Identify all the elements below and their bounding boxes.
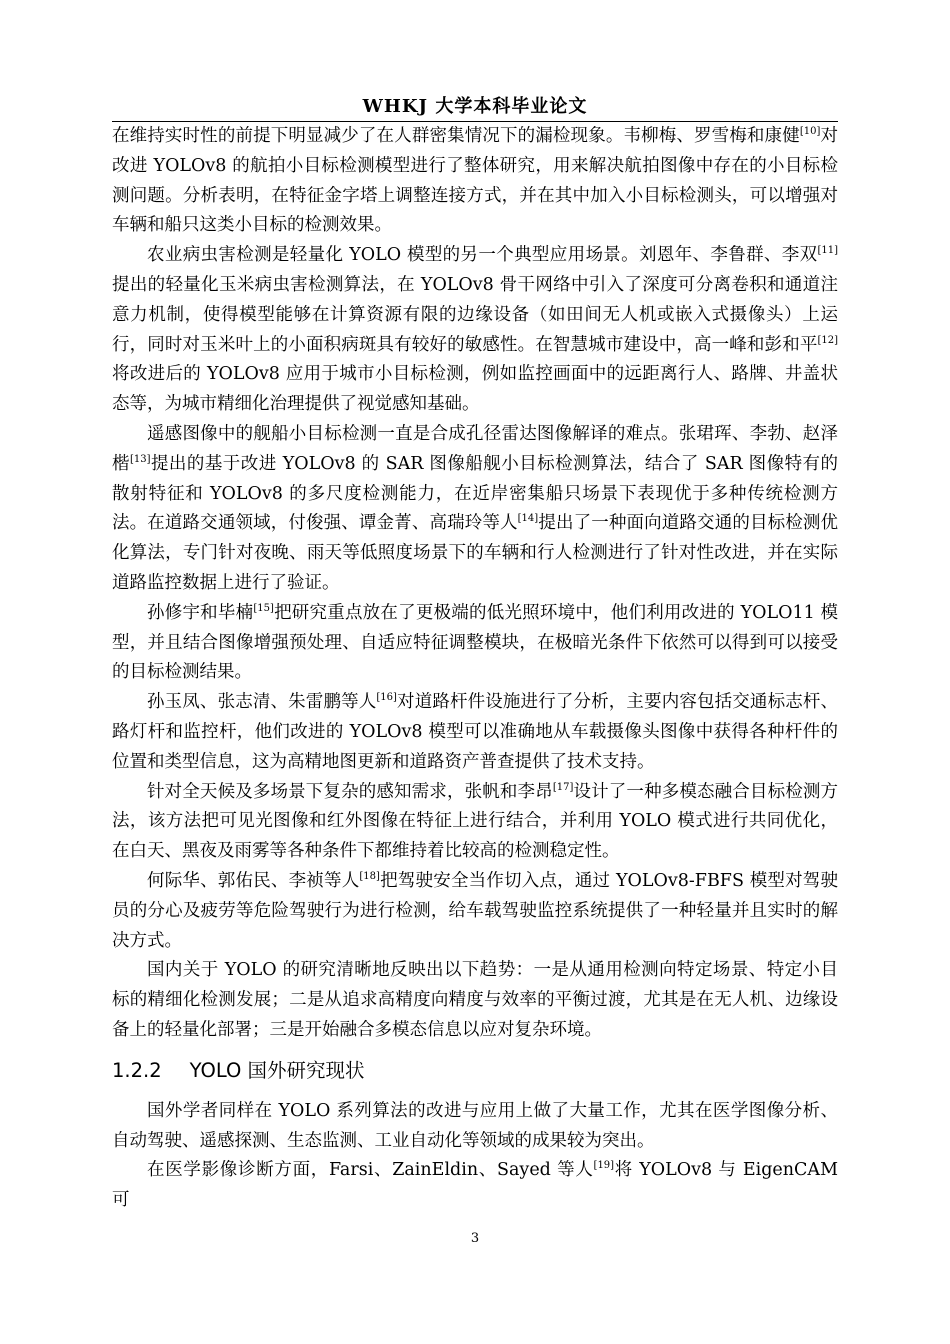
paragraph-text: 对道路杆件设施进行了分析，主要内容包括交通标志杆、路灯杆和监控杆，他们改进的 YOLOv8 模型可以准确地从车载摄像头图像中获得各种杆件的位置和类型信息，这为高精地图更新和道路资产普查提供了技术支持。 — [112, 692, 839, 772]
citation-ref: [16] — [376, 692, 397, 704]
paragraph-text: 国外学者同样在 YOLO 系列算法的改进与应用上做了大量工作，尤其在医学图像分析、自动驾驶、遥感探测、生态监测、工业自动化等领域的成果较为突出。 — [112, 1100, 838, 1151]
body-paragraph — [112, 1097, 838, 1157]
paragraph-text: 孙玉凤、张志清、朱雷鹏等人 — [147, 692, 377, 713]
body-paragraph — [112, 122, 838, 241]
paragraph-text: 提出的轻量化玉米病虫害检测算法，在 YOLOv8 骨干网络中引入了深度可分离卷积和通道注意力机制，使得模型能够在计算资源有限的边缘设备（如田间无人机或嵌入式摄像头）上运行，同时对玉米叶上的小面积病斑具有较好的敏感性。在智慧城市建设中，高一峰和彭和平 — [112, 274, 838, 355]
body-paragraph — [112, 956, 838, 1045]
running-header: WHKJ 大学本科毕业论文 — [362, 96, 588, 117]
body-paragraph — [112, 778, 838, 867]
body-paragraph — [112, 420, 838, 599]
body-paragraph — [112, 599, 838, 688]
paragraph-text: 对改进 YOLOv8 的航拍小目标检测模型进行了整体研究，用来解决航拍图像中存在的小目标检测问题。分析表明，在特征金字塔上调整连接方式，并在其中加入小目标检测头，可以增强对车辆和船只这类小目标的检测效果。 — [112, 126, 839, 236]
body-paragraph — [112, 1156, 838, 1216]
paragraph-text: 遥感图像中的舰船小目标检测一直是合成孔径雷达图像解译的难点。张珺珲、李勃、赵泽楷 — [112, 423, 838, 474]
citation-ref: [17] — [552, 781, 574, 793]
citation-ref: [14] — [517, 513, 539, 525]
paragraph-text: 把研究重点放在了更极端的低光照环境中，他们利用改进的 YOLO11 模型，并且结合图像增强预处理、自适应特征调整模块，在极暗光条件下依然可以得到可以接受的目标检测结果。 — [112, 602, 839, 683]
paragraphs-before-section — [112, 122, 838, 1046]
section-heading — [112, 1053, 838, 1089]
body-paragraph — [112, 867, 838, 956]
section-number: 1.2.2 — [112, 1058, 162, 1082]
citation-ref: [13] — [129, 453, 151, 465]
citation-ref: [12] — [817, 334, 838, 346]
document-body — [112, 122, 838, 1216]
paragraph-text: 针对全天候及多场景下复杂的感知需求，张帆和李昂 — [147, 781, 553, 802]
paragraph-text: 将改进后的 YOLOv8 应用于城市小目标检测，例如监控画面中的远距离行人、路牌、井盖状态等，为城市精细化治理提供了视觉感知基础。 — [112, 364, 838, 415]
paragraph-text: 提出了一种面向道路交通的目标检测优化算法，专门针对夜晚、雨天等低照度场景下的车辆和行人检测进行了针对性改进，并在实际道路监控数据上进行了验证。 — [112, 513, 839, 593]
paragraph-text: 孙修宇和毕楠 — [147, 602, 254, 623]
paragraph-text: 农业病虫害检测是轻量化 YOLO 模型的另一个典型应用场景。刘恩年、李鲁群、李双 — [147, 245, 818, 266]
paragraph-text: 设计了一种多模态融合目标检测方法，该方法把可见光图像和红外图像在特征上进行结合，并利用 YOLO 模式进行共同优化，在白天、黑夜及雨雾等各种条件下都维持着比较高的检测稳定性。 — [112, 781, 839, 862]
paragraph-text: 在维持实时性的前提下明显减少了在人群密集情况下的漏检现象。韦柳梅、罗雪梅和康健 — [112, 126, 800, 146]
citation-ref: [10] — [799, 126, 821, 137]
citation-ref: [19] — [593, 1160, 615, 1172]
citation-ref: [11] — [817, 245, 838, 257]
section-title: YOLO 国外研究现状 — [189, 1058, 365, 1082]
paragraph-text: 何际华、郭佑民、李祯等人 — [147, 870, 360, 891]
paragraph-text: 把驾驶安全当作切入点，通过 YOLOv8-FBFS 模型对驾驶员的分心及疲劳等危险驾驶行为进行检测，给车载驾驶监控系统提供了一种轻量并且实时的解决方式。 — [112, 870, 839, 951]
paragraph-text: 将 YOLOv8 与 EigenCAM 可 — [112, 1160, 838, 1211]
paragraph-text: 提出的基于改进 YOLOv8 的 SAR 图像船舰小目标检测算法，结合了 SAR 图像特有的散射特征和 YOLOv8 的多尺度检测能力，在近岸密集船只场景下表现优于多种传统检测方法。在道路交通领域，付俊强、谭金菁、高瑞玲等人 — [112, 453, 839, 534]
paragraphs-after-section — [112, 1097, 838, 1216]
page-number: 3 — [470, 1231, 480, 1246]
body-paragraph — [112, 688, 838, 777]
body-paragraph — [112, 241, 838, 420]
citation-ref: [15] — [253, 602, 274, 614]
paragraph-text: 在医学影像诊断方面，Farsi、ZainEldin、Sayed 等人 — [147, 1160, 594, 1181]
paragraph-text: 国内关于 YOLO 的研究清晰地反映出以下趋势：一是从通用检测向特定场景、特定小目标的精细化检测发展；二是从追求高精度向精度与效率的平衡过渡，尤其是在无人机、边缘设备上的轻量化部署；三是开始融合多模态信息以应对复杂环境。 — [112, 960, 838, 1040]
citation-ref: [18] — [359, 870, 380, 882]
